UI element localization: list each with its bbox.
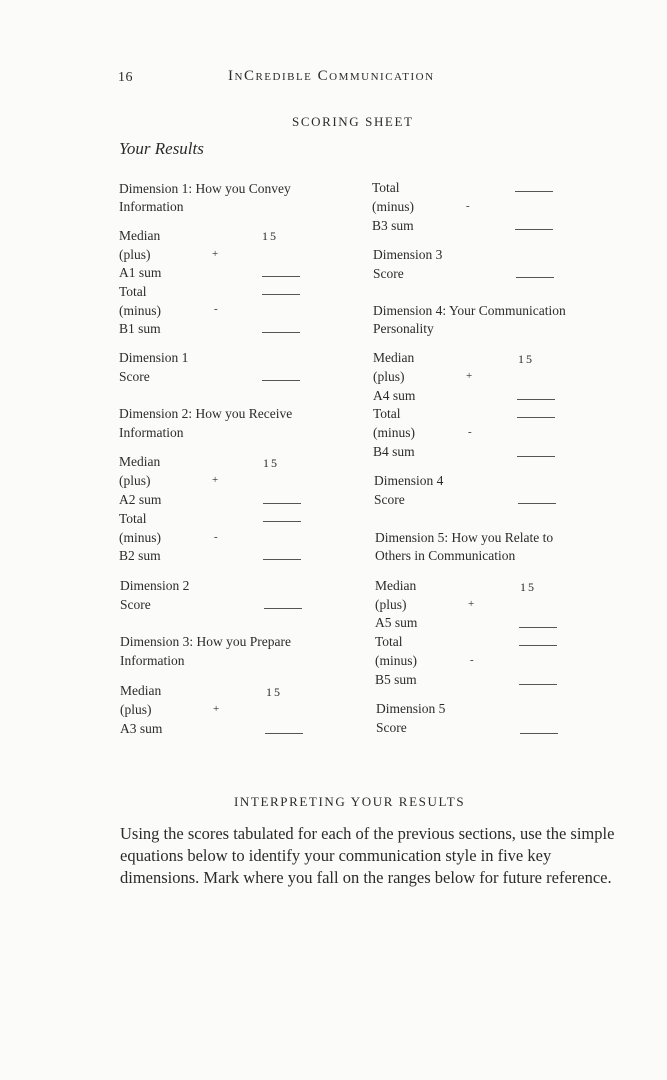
dimension-4-title-cont: Personality: [373, 321, 434, 336]
plus-label: (plus): [375, 597, 407, 612]
plus-sign: +: [468, 598, 475, 610]
dimension-5-title: Dimension 5: How you Relate to: [375, 530, 554, 545]
median-label: Median: [119, 454, 161, 469]
d1-score-blank[interactable]: [262, 380, 300, 381]
b1-sum-blank[interactable]: [262, 332, 300, 333]
total-label: Total: [372, 180, 400, 195]
minus-sign: -: [470, 654, 474, 666]
plus-label: (plus): [119, 473, 151, 488]
median-label: Median: [119, 228, 161, 243]
d2-score-blank[interactable]: [264, 608, 302, 609]
a1-sum-label: A1 sum: [119, 265, 162, 280]
d5-score-blank[interactable]: [520, 733, 558, 734]
b2-sum-blank[interactable]: [263, 559, 301, 560]
running-head: InCredible Communication: [228, 68, 435, 84]
b4-sum-blank[interactable]: [517, 456, 555, 457]
median-value: 15: [263, 456, 279, 470]
d3-score-blank[interactable]: [516, 277, 554, 278]
plus-label: (plus): [373, 369, 405, 384]
median-label: Median: [120, 683, 162, 698]
minus-sign: -: [214, 303, 218, 315]
a5-sum-label: A5 sum: [375, 615, 418, 630]
your-results-heading: Your Results: [119, 139, 204, 158]
interpreting-title: INTERPRETING YOUR RESULTS: [234, 794, 466, 809]
score-label: Score: [376, 720, 407, 735]
median-value: 15: [262, 229, 278, 243]
minus-sign: -: [466, 200, 470, 212]
minus-label: (minus): [373, 425, 415, 440]
median-value: 15: [518, 352, 534, 366]
median-label: Median: [373, 350, 415, 365]
dimension-1-score-label: Dimension 1: [119, 350, 189, 365]
plus-sign: +: [212, 474, 219, 486]
b4-sum-label: B4 sum: [373, 444, 415, 459]
b5-sum-blank[interactable]: [519, 684, 557, 685]
dimension-3-title-cont: Information: [120, 653, 185, 668]
score-label: Score: [119, 369, 150, 384]
minus-label: (minus): [119, 530, 161, 545]
a3-sum-blank[interactable]: [265, 733, 303, 734]
a4-sum-label: A4 sum: [373, 388, 416, 403]
total-label: Total: [375, 634, 403, 649]
d4-score-blank[interactable]: [518, 503, 556, 504]
score-label: Score: [120, 597, 151, 612]
minus-sign: -: [214, 531, 218, 543]
a2-sum-label: A2 sum: [119, 492, 162, 507]
plus-sign: +: [466, 370, 473, 382]
minus-label: (minus): [375, 653, 417, 668]
b3-sum-blank[interactable]: [515, 229, 553, 230]
total-label: Total: [119, 511, 147, 526]
d5-total-blank[interactable]: [519, 645, 557, 646]
median-value: 15: [266, 685, 282, 699]
scoring-sheet-title: SCORING SHEET: [292, 114, 414, 129]
b2-sum-label: B2 sum: [119, 548, 161, 563]
plus-sign: +: [213, 703, 220, 715]
plus-sign: +: [212, 248, 219, 260]
interpreting-paragraph: Using the scores tabulated for each of the previous sections, use the simple equations below to identify your communication style in five key dimensions. Mark where you fall on the ranges below for future reference.: [120, 824, 615, 887]
dimension-3-score-label: Dimension 3: [373, 247, 443, 262]
d1-total-blank[interactable]: [262, 294, 300, 295]
plus-label: (plus): [120, 702, 152, 717]
total-label: Total: [373, 406, 401, 421]
score-label: Score: [374, 492, 405, 507]
a1-sum-blank[interactable]: [262, 276, 300, 277]
b5-sum-label: B5 sum: [375, 672, 417, 687]
dimension-1-title-cont: Information: [119, 199, 184, 214]
d3-total-blank[interactable]: [515, 191, 553, 192]
median-label: Median: [375, 578, 417, 593]
dimension-4-score-label: Dimension 4: [374, 473, 444, 488]
dimension-3-title: Dimension 3: How you Prepare: [120, 634, 291, 649]
page-number: 16: [118, 70, 133, 85]
a2-sum-blank[interactable]: [263, 503, 301, 504]
dimension-4-title: Dimension 4: Your Communication: [373, 303, 566, 318]
a3-sum-label: A3 sum: [120, 721, 163, 736]
dimension-1-title: Dimension 1: How you Convey: [119, 181, 291, 196]
a4-sum-blank[interactable]: [517, 399, 555, 400]
dimension-5-score-label: Dimension 5: [376, 701, 446, 716]
a5-sum-blank[interactable]: [519, 627, 557, 628]
median-value: 15: [520, 580, 536, 594]
d2-total-blank[interactable]: [263, 521, 301, 522]
b3-sum-label: B3 sum: [372, 218, 414, 233]
minus-label: (minus): [372, 199, 414, 214]
b1-sum-label: B1 sum: [119, 321, 161, 336]
minus-sign: -: [468, 426, 472, 438]
score-label: Score: [373, 266, 404, 281]
plus-label: (plus): [119, 247, 151, 262]
dimension-2-score-label: Dimension 2: [120, 578, 190, 593]
dimension-2-title: Dimension 2: How you Receive: [119, 406, 293, 421]
d4-total-blank[interactable]: [517, 417, 555, 418]
dimension-2-title-cont: Information: [119, 425, 184, 440]
total-label: Total: [119, 284, 147, 299]
minus-label: (minus): [119, 303, 161, 318]
dimension-5-title-cont: Others in Communication: [375, 548, 516, 563]
